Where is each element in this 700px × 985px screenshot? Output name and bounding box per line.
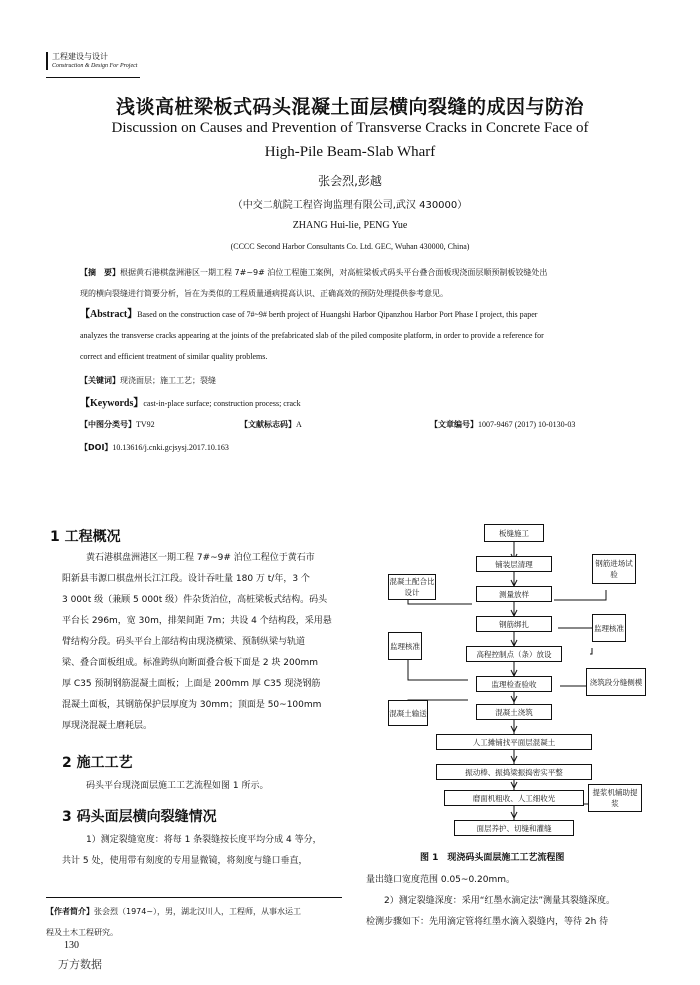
section1-line: 平台长 296m，宽 30m，排架间距 7m；共设 4 个结构段，采用悬 bbox=[62, 616, 332, 626]
abstract-cn-line2: 现的横向裂缝进行简要分析，旨在为类似的工程质量通病提高认识、正确高效的预防处理提供参考意见。 bbox=[80, 289, 448, 298]
clc-label: 【中图分类号】 bbox=[80, 420, 136, 429]
doi-value: 10.13616/j.cnki.gcjsysj.2017.10.163 bbox=[112, 443, 229, 452]
step-rebar-binding: 钢筋绑扎 bbox=[476, 616, 552, 632]
right-col-line3: 检测步骤如下：先用滴定管将红墨水滴入裂缝内，等待 2h 待 bbox=[366, 917, 609, 927]
article-no-label: 【文章编号】 bbox=[430, 420, 478, 429]
author-footnote bbox=[46, 901, 342, 943]
section1-line: 梁、叠合面板组成。标准跨纵向断面叠合板下面是 2 块 200mm bbox=[62, 658, 319, 668]
doi-row bbox=[80, 437, 620, 458]
section1-line: 混凝土面板，其钢筋保护层厚度为 30mm；顶面是 50~100mm bbox=[62, 700, 322, 710]
section3-body bbox=[62, 830, 352, 872]
abstract-en bbox=[80, 304, 620, 367]
abstract-cn bbox=[80, 262, 620, 304]
side-mix-design: 混凝土配合比设计 bbox=[388, 574, 436, 600]
authors-en: ZHANG Hui-lie, PENG Yue bbox=[292, 220, 408, 231]
step-manual-leveling: 人工摊铺找平面层混凝土 bbox=[436, 734, 592, 750]
title-cn: 浅谈高桩梁板式码头混凝土面层横向裂缝的成因与防治 bbox=[115, 96, 584, 118]
affiliation-cn: （中交二航院工程咨询监理有限公司,武汉 430000） bbox=[232, 200, 468, 211]
right-column-body bbox=[366, 870, 666, 933]
doc-code-value: A bbox=[296, 420, 302, 429]
section2-heading: 2 施工工艺 bbox=[62, 755, 133, 771]
section2-text: 码头平台现浇面层施工工艺流程如图 1 所示。 bbox=[86, 781, 269, 791]
step-inspection: 监理检查验收 bbox=[476, 676, 552, 692]
abstract-cn-line1: 根据黄石港棋盘洲港区一期工程 7#~9# 泊位工程施工案例，对高桩梁板式码头平台叠合面板现浇面层顺预制板铰缝处出 bbox=[120, 268, 548, 277]
keywords-cn-value: 现浇面层；施工工艺；裂缝 bbox=[120, 376, 216, 385]
abstract-en-line2: analyzes the transverse cracks appearing at the joints of the prefabricated slab of the piled composite platform, in order to provide a reference for bbox=[80, 331, 544, 340]
step-layer-cleaning: 铺装层清理 bbox=[476, 556, 552, 572]
abstract-cn-label: 【摘 要】 bbox=[80, 268, 120, 277]
doi-label: 【DOI】 bbox=[80, 443, 113, 452]
footnote-line2: 程及土木工程研究。 bbox=[46, 928, 118, 937]
side-segment-formwork: 浇筑段分缝侧模 bbox=[586, 668, 646, 696]
step-curing-cutting: 面层养护、切缝和灌缝 bbox=[454, 820, 574, 836]
footnote-rule bbox=[46, 897, 342, 898]
title-en-line1: Discussion on Causes and Prevention of Transverse Cracks in Concrete Face of bbox=[111, 120, 589, 136]
section1-line: 臂结构分段。码头平台上部结构由现浇横梁、预制纵梁与轨道 bbox=[62, 637, 306, 647]
step-elevation-points: 高程控制点（条）放设 bbox=[466, 646, 562, 662]
authors-cn: 张会烈,彭越 bbox=[318, 174, 382, 188]
side-slurry-machine: 提浆机辅助提浆 bbox=[588, 784, 642, 812]
title-en-line2: High-Pile Beam-Slab Wharf bbox=[264, 144, 436, 160]
side-supervision-approval-left: 监理核准 bbox=[388, 632, 422, 660]
keywords-en-value: cast-in-place surface; construction process; crack bbox=[143, 399, 301, 408]
section3-line1: 1）测定裂缝宽度：将每 1 条裂缝按长度平均分成 4 等分， bbox=[86, 835, 322, 845]
step-surveying: 测量放样 bbox=[476, 586, 552, 602]
keywords-cn bbox=[80, 370, 620, 391]
watermark: 万方数据 bbox=[58, 958, 102, 971]
section1-line: 3 000t 级（兼顾 5 000t 级）件杂货泊位，高桩梁板式结构。码头 bbox=[62, 595, 328, 605]
side-concrete-delivery: 混凝土输送 bbox=[388, 700, 428, 726]
page-number: 130 bbox=[64, 940, 79, 951]
abstract-en-label: 【Abstract】 bbox=[80, 309, 138, 320]
keywords-cn-label: 【关键词】 bbox=[80, 376, 120, 385]
section1-line: 厚 C35 预制钢筋混凝土面板；上面是 200mm 厚 C35 现浇钢筋 bbox=[62, 679, 321, 689]
step-concrete-pouring: 混凝土浇筑 bbox=[476, 704, 552, 720]
article-no-value: 1007-9467 (2017) 10-0130-03 bbox=[478, 420, 576, 429]
section1-line: 阳新县韦源口棋盘州长江江段。设计吞吐量 180 万 t/年，3 个 bbox=[62, 574, 310, 584]
abstract-en-line3: correct and efficient treatment of similar quality problems. bbox=[80, 352, 268, 361]
footnote-label: 【作者简介】 bbox=[46, 907, 94, 916]
journal-name-cn: 工程建设与设计 bbox=[52, 52, 108, 61]
side-rebar-testing: 钢筋进场试验 bbox=[592, 554, 636, 584]
keywords-en-label: 【Keywords】 bbox=[80, 398, 144, 409]
step-trowelling: 磨面机粗收、人工细收光 bbox=[444, 790, 584, 806]
section1-heading: 1 工程概况 bbox=[50, 529, 121, 545]
abstract-en-line1: Based on the construction case of 7#~9# berth project of Huangshi Harbor Qipanzhou Harbor Port Phase I project, this paper bbox=[137, 310, 538, 319]
affiliation-en: (CCCC Second Harbor Consultants Co. Ltd. GEC, Wuhan 430000, China) bbox=[230, 242, 470, 251]
journal-header bbox=[46, 52, 137, 70]
keywords-en bbox=[80, 393, 620, 414]
step-joint-construction: 板缝施工 bbox=[484, 524, 544, 542]
footnote-line1: 张会烈（1974~），男，湖北汉川人，工程师，从事水运工 bbox=[94, 907, 302, 916]
clc-value: TV92 bbox=[136, 420, 155, 429]
journal-name-en: Construction & Design For Project bbox=[52, 63, 138, 69]
side-supervision-approval-right: 监理核准 bbox=[592, 614, 626, 642]
section3-heading: 3 码头面层横向裂缝情况 bbox=[62, 809, 217, 825]
step-vibration: 振动棒、振捣梁振捣密实平整 bbox=[436, 764, 592, 780]
right-col-line2: 2）测定裂缝深度：采用“红墨水滴定法”测量其裂缝深度。 bbox=[384, 896, 616, 906]
section1-body bbox=[62, 548, 352, 737]
doc-code-label: 【文献标志码】 bbox=[240, 420, 296, 429]
flowchart bbox=[370, 520, 660, 850]
section1-line: 黄石港棋盘洲港区一期工程 7#~9# 泊位工程位于黄石市 bbox=[86, 553, 315, 563]
right-col-line1: 量出缝口宽度范围 0.05~0.20mm。 bbox=[366, 875, 516, 885]
header-rule bbox=[46, 77, 140, 78]
section3-line2: 共计 5 处，使用带有刻度的专用显微镜，将刻度与缝口垂直， bbox=[62, 856, 308, 866]
section1-line: 厚现浇混凝土磨耗层。 bbox=[62, 721, 153, 731]
figure-caption: 图 1 现浇码头面层施工工艺流程图 bbox=[420, 853, 565, 863]
